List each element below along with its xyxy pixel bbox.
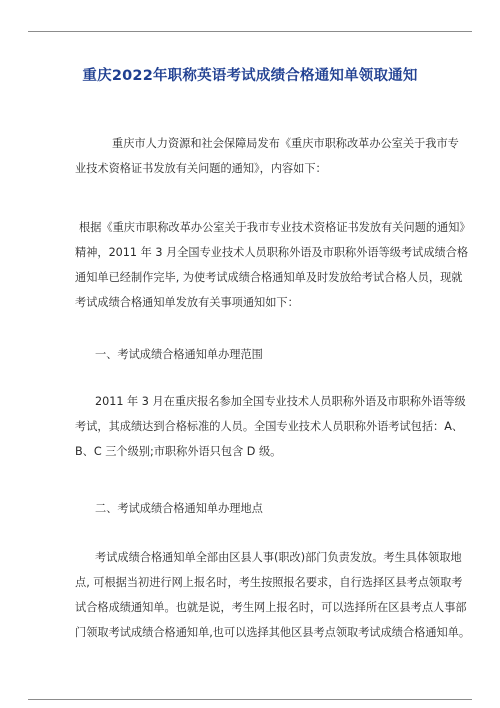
document-title: 重庆2022年职称英语考试成绩合格通知单领取通知: [82, 68, 418, 84]
text-line: 考试成绩合格通知单全部由区县人事(职改)部门负责发放。考生具体领取地: [95, 551, 462, 564]
text-line: 根据《重庆市职称改革办公室关于我市专业技术资格证书发放有关问题的通知》: [79, 221, 471, 234]
scope-paragraph: [75, 389, 466, 464]
text-line: 通知单已经制作完毕, 为使考试成绩合格通知单及时发放给考试合格人员，现就: [75, 271, 463, 284]
text-line: 2011 年 3 月在重庆报名参加全国专业技术人员职称外语及市职称外语等级: [95, 395, 466, 408]
heading-text: 一、考试成绩合格通知单办理范围: [95, 348, 263, 361]
text-line: 试合格成绩通知单。也就是说，考生网上报名时，可以选择所在区县考点人事部: [75, 601, 467, 614]
text-line: 业技术资格证书发放有关问题的通知》，内容如下：: [75, 162, 327, 175]
text-line: 精神，2011 年 3 月全国专业技术人员职称外语及市职称外语等级考试成绩合格: [75, 246, 469, 259]
header-rule: [28, 31, 472, 32]
basis-paragraph: [75, 215, 471, 315]
text-line: 点, 可根据当初进行网上报名时，考生按照报名要求，自行选择区县考点领取考: [75, 576, 463, 589]
location-paragraph: [75, 545, 471, 645]
text-line: 重庆市人力资源和社会保障局发布《重庆市职称改革办公室关于我市专: [112, 137, 459, 150]
text-line: B、C 三个级别;市职称外语只包含 D 级。: [75, 445, 282, 458]
text-line: 考试，其成绩达到合格标准的人员。全国专业技术人员职称外语考试包括：A、: [75, 420, 464, 433]
text-line: 考试成绩合格通知单发放有关事项通知如下：: [75, 296, 299, 309]
heading-text: 二、考试成绩合格通知单办理地点: [95, 502, 263, 515]
footer-rule: [28, 699, 472, 700]
section-heading-scope: [95, 342, 263, 367]
intro-paragraph: [75, 131, 459, 181]
text-line: 门领取考试成绩合格通知单,也可以选择其他区县考点领取考试成绩合格通知单。: [75, 626, 471, 639]
section-heading-location: [95, 496, 263, 521]
